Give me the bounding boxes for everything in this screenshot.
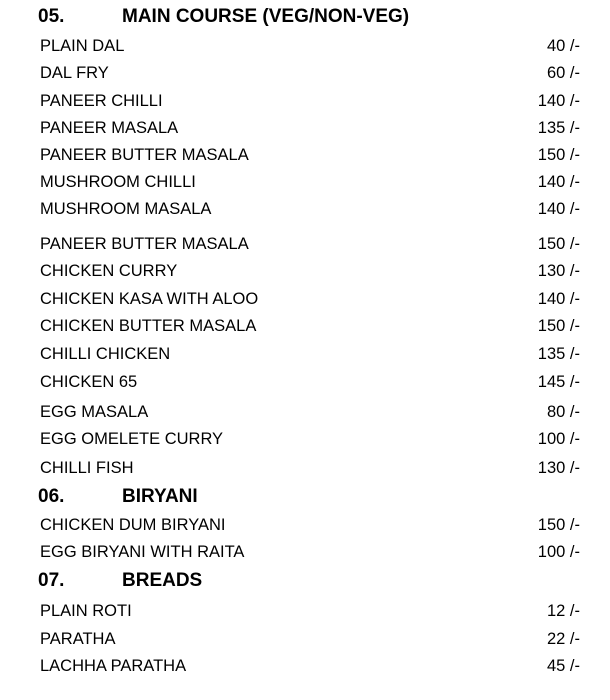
menu-item xyxy=(0,34,610,58)
item-name: PANEER BUTTER MASALA xyxy=(40,146,249,164)
item-price: 22 /- xyxy=(546,630,580,648)
item-name: LACHHA PARATHA xyxy=(40,657,187,675)
item-price: 150 /- xyxy=(537,235,580,253)
menu-item xyxy=(0,370,610,394)
item-price: 60 /- xyxy=(546,64,580,82)
item-name: PANEER CHILLI xyxy=(40,92,163,110)
section-title: BIRYANI xyxy=(122,486,198,507)
item-price: 12 /- xyxy=(546,602,580,620)
item-name: PLAIN ROTI xyxy=(40,602,132,620)
menu-item xyxy=(0,89,610,113)
item-name: CHICKEN 65 xyxy=(40,373,138,391)
item-name: EGG BIRYANI WITH RAITA xyxy=(40,543,245,561)
menu-item xyxy=(0,400,610,424)
item-price: 130 /- xyxy=(537,459,580,477)
section-header-biryani xyxy=(0,485,610,509)
menu-item xyxy=(0,197,610,221)
item-name: CHICKEN CURRY xyxy=(40,262,178,280)
section-title: BREADS xyxy=(122,570,203,591)
item-name: PANEER BUTTER MASALA xyxy=(40,235,249,253)
menu-item xyxy=(0,342,610,366)
item-price: 140 /- xyxy=(537,173,580,191)
section-header-main-course xyxy=(0,5,610,29)
item-name: DAL FRY xyxy=(40,64,109,82)
item-price: 150 /- xyxy=(537,317,580,335)
item-name: MUSHROOM MASALA xyxy=(40,200,212,218)
section-number: 07. xyxy=(38,570,65,591)
menu-item xyxy=(0,456,610,480)
item-name: CHICKEN KASA WITH ALOO xyxy=(40,290,259,308)
section-number: 06. xyxy=(38,486,65,507)
menu-item xyxy=(0,540,610,564)
menu-item xyxy=(0,232,610,256)
item-name: CHILLI CHICKEN xyxy=(40,345,171,363)
item-price: 150 /- xyxy=(537,516,580,534)
menu-item xyxy=(0,287,610,311)
menu-item xyxy=(0,259,610,283)
item-name: EGG OMELETE CURRY xyxy=(40,430,224,448)
item-price: 40 /- xyxy=(546,37,580,55)
section-header-breads xyxy=(0,569,610,593)
item-price: 140 /- xyxy=(537,290,580,308)
section-title: MAIN COURSE (VEG/NON-VEG) xyxy=(122,6,410,27)
item-price: 100 /- xyxy=(537,543,580,561)
item-price: 45 /- xyxy=(546,657,580,675)
item-name: PLAIN DAL xyxy=(40,37,125,55)
item-price: 80 /- xyxy=(546,403,580,421)
menu-item xyxy=(0,170,610,194)
item-price: 100 /- xyxy=(537,430,580,448)
menu-item xyxy=(0,599,610,623)
menu-item xyxy=(0,116,610,140)
menu-item xyxy=(0,314,610,338)
item-price: 135 /- xyxy=(537,345,580,363)
item-name: CHICKEN DUM BIRYANI xyxy=(40,516,226,534)
item-name: CHILLI FISH xyxy=(40,459,134,477)
menu-item xyxy=(0,654,610,678)
section-number: 05. xyxy=(38,6,65,27)
item-price: 130 /- xyxy=(537,262,580,280)
item-price: 145 /- xyxy=(537,373,580,391)
item-price: 140 /- xyxy=(537,92,580,110)
item-name: EGG MASALA xyxy=(40,403,149,421)
item-price: 135 /- xyxy=(537,119,580,137)
menu-item xyxy=(0,427,610,451)
menu-item xyxy=(0,61,610,85)
menu-item xyxy=(0,513,610,537)
menu-item xyxy=(0,627,610,651)
item-price: 150 /- xyxy=(537,146,580,164)
item-name: PANEER MASALA xyxy=(40,119,179,137)
menu-item xyxy=(0,143,610,167)
item-price: 140 /- xyxy=(537,200,580,218)
item-name: MUSHROOM CHILLI xyxy=(40,173,196,191)
item-name: CHICKEN BUTTER MASALA xyxy=(40,317,257,335)
item-name: PARATHA xyxy=(40,630,116,648)
